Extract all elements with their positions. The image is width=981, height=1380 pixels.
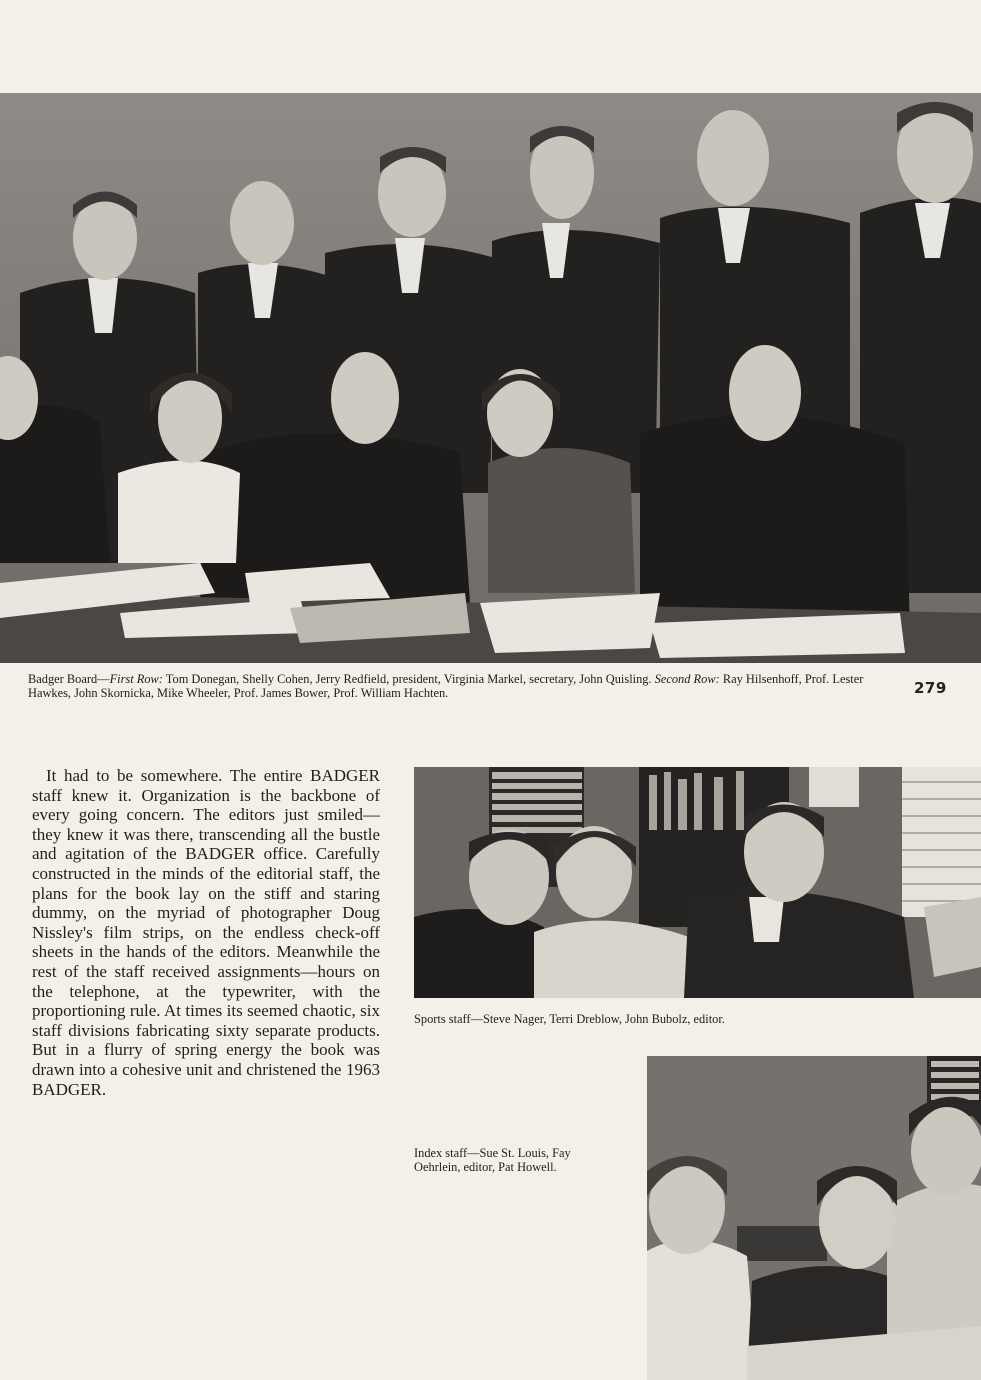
second-row-names: Ray Hilsenhoff, Prof. Lester Hawkes, John Skornicka, Mike Wheeler, Prof. James Bower, Prof. William Hachten. (28, 672, 864, 700)
first-row-names: Tom Donegan, Shelly Cohen, Jerry Redfield, president, Virginia Markel, secretary, John Quisling. (162, 672, 655, 686)
first-row-label: First Row: (109, 672, 163, 686)
page-number: 279 (914, 679, 947, 697)
second-row-label: Second Row: (654, 672, 720, 686)
caption-lead: Badger Board— (28, 672, 110, 686)
article-text (32, 766, 380, 1099)
index-photo-caption: Index staff—Sue St. Louis, Fay Oehrlein, editor, Pat Howell. (414, 1146, 571, 1174)
board-photo-caption (28, 672, 888, 700)
index-staff-photo (647, 1056, 981, 1380)
article-paragraph: It had to be somewhere. The entire BADGER staff knew it. Organization is the backbone of every going concern. The editors just smiled—they knew it was there, transcending all the bustle and agitation of the BADGER office. Carefully constructed in the minds of the editorial staff, the plans for the book lay on the stiff and staring dummy, on the myriad of photographer Doug Nissley's film strips, on the endless check-off sheets in the hands of the editors. Meanwhile the rest of the staff received assignments—hours on the telephone, at the typewriter, with the proportioning rule. At times its seemed chaotic, six staff divisions fabricating sixty separate products. But in a flurry of spring energy the book was drawn into a cohesive unit and christened the 1963 BADGER. (32, 766, 380, 1099)
badger-board-photo (0, 93, 981, 663)
sports-staff-photo (414, 767, 981, 998)
sports-photo-caption: Sports staff—Steve Nager, Terri Dreblow, John Bubolz, editor. (414, 1012, 725, 1026)
